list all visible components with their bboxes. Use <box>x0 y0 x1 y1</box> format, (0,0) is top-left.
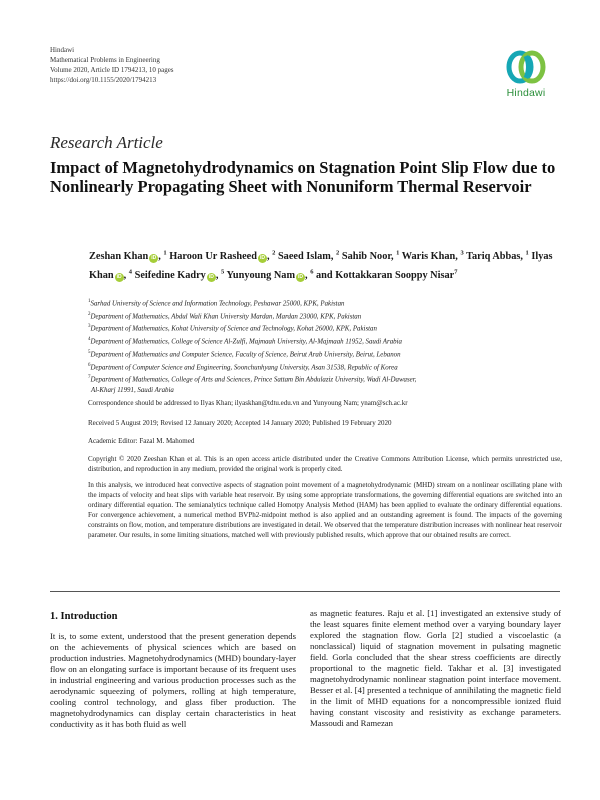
orcid-icon[interactable]: iD <box>298 273 304 280</box>
introduction-heading: 1. Introduction <box>50 611 118 622</box>
author-entry <box>135 270 225 281</box>
author-separator: , <box>330 251 337 263</box>
author-entry <box>342 251 400 262</box>
affiliation-item <box>88 361 563 374</box>
author-separator: , <box>520 251 526 263</box>
author-name: Seifedine Kadry <box>134 269 206 281</box>
section-divider <box>50 591 560 592</box>
author-entry <box>466 251 529 262</box>
author-separator: , <box>266 251 273 263</box>
orcid-icon[interactable]: iD <box>259 255 265 262</box>
affiliation-text: Sarhad University of Science and Information Technology, Peshawar 25000, KPK, Pakistan <box>90 300 345 308</box>
author-separator: , <box>158 251 164 263</box>
affiliation-number: 4 <box>88 337 91 343</box>
author-name: Sahib Noor <box>341 251 391 263</box>
affiliation-item <box>88 322 563 335</box>
affiliation-list <box>88 297 563 396</box>
affiliation-item <box>88 373 563 386</box>
author-entry <box>226 270 313 281</box>
correspondence-line: Correspondence should be addressed to Ilyas Khan; ilyaskhan@tdtu.edu.vn and Yunyoung Nam; ynam@sch.ac.kr <box>88 399 408 407</box>
author-affiliation-number: 2 <box>336 250 340 257</box>
author-affiliation-number: 1 <box>396 250 400 257</box>
copyright-notice: Copyright © 2020 Zeeshan Khan et al. This is an open access article distributed under the Creative Commons Attribution License, which permits unrestricted use, distribution, and reproduction in any medium, provided the original work is properly cited. <box>88 455 562 473</box>
author-affiliation-number: 3 <box>460 250 464 257</box>
affiliation-text: Department of Mathematics and Computer Science, Faculty of Science, Beirut Arab University, Beirut, Lebanon <box>90 351 401 359</box>
journal-name: Mathematical Problems in Engineering <box>50 56 160 64</box>
author-name: Saeed Islam <box>277 251 331 263</box>
academic-editor-line: Academic Editor: Fazal M. Mahomed <box>88 437 195 445</box>
article-type: Research Article <box>50 133 163 152</box>
author-entry <box>278 251 339 262</box>
affiliation-item <box>88 310 563 323</box>
author-name: Zeshan Khan <box>89 251 149 263</box>
author-entry <box>169 251 275 262</box>
orcid-icon[interactable]: iD <box>208 273 214 280</box>
affiliation-text: Department of Mathematics, College of Science Al-Zulfi, Majmaah University, Al-Majmaah 11952, Saudi Arabia <box>90 338 402 346</box>
hindawi-logo <box>496 48 556 99</box>
affiliation-item <box>88 335 563 348</box>
author-name: and Kottakkaran Sooppy Nisar <box>316 269 455 281</box>
orcid-icon[interactable]: iD <box>116 273 122 280</box>
affiliation-number: 6 <box>88 362 91 368</box>
affiliation-7-continued: Al-Kharj 11991, Saudi Arabia <box>91 386 174 394</box>
journal-volume: Volume 2020, Article ID 1794213, 10 pages <box>50 66 174 74</box>
journal-info <box>50 45 174 85</box>
dates-line: Received 5 August 2019; Revised 12 January 2020; Accepted 14 January 2020; Published 19 February 2020 <box>88 419 392 427</box>
author-affiliation-number: 2 <box>272 250 276 257</box>
author-separator: , <box>305 269 311 281</box>
affiliation-number: 5 <box>88 349 91 355</box>
introduction-right-column: as magnetic features. Raju et al. [1] investigated an extensive study of the least squares finite element method over a varying boundary layer explored the stagnation flow. Gorla [2] studied a viscoelastic (a nonclassical) liquid of stagnation movement in pulsating magnetic field. Gorla concluded that the shear stress coefficients are directly proportional to the magnetic field. Takhar et al. [3] investigated magnetohydrodynamic nonlinear stagnation point interface movement. Besser et al. [4] presented a technique of annihilating the magnetic field in the limit of MHD equations for a noncompressible ionized fluid having constant viscosity and resistivity as exchange parameters. Massoudi and Ramezan <box>310 608 561 728</box>
affiliation-item <box>88 297 563 310</box>
paper-title: Impact of Magnetohydrodynamics on Stagnation Point Slip Flow due to Nonlinearly Propagating Sheet with Nonuniform Thermal Reservoir <box>50 158 556 196</box>
affiliation-text: Department of Computer Science and Engineering, Soonchunhyang University, Asan 31538, Republic of Korea <box>90 363 398 371</box>
author-separator: , <box>123 269 129 281</box>
affiliation-number: 3 <box>88 324 91 330</box>
hindawi-logo-icon <box>505 48 547 86</box>
author-affiliation-number: 5 <box>220 268 225 276</box>
author-affiliation-number: 4 <box>128 268 133 276</box>
author-name: Haroon Ur Rasheed <box>169 251 257 263</box>
author-separator: , <box>455 251 461 263</box>
journal-doi-link[interactable]: https://doi.org/10.1155/2020/1794213 <box>50 76 157 84</box>
author-affiliation-number: 1 <box>163 250 167 257</box>
introduction-left-column: It is, to some extent, understood that the present generation depends on the achievements of physical sciences which are based on production industries. Magnetohydrodynamics (MHD) boundary-layer flow on an elongating surface is important because of its frequent uses in industrial engineering and various production processes such as the aerodynamic squeezing of polymers, rolling at high temperature, cooling control technology, and glass fiber production. The magnetohydrodynamics can display certain characteristics in heat conductivity as it has both fluid as well <box>50 631 296 729</box>
author-name: Yunyoung Nam <box>226 269 296 281</box>
author-name: Waris Khan <box>401 251 456 263</box>
author-affiliation-number: 1 <box>525 250 529 257</box>
author-affiliation-number: 7 <box>454 268 458 276</box>
author-list <box>89 246 559 283</box>
author-name: Ilyas Khan <box>89 251 553 281</box>
affiliation-text: Department of Mathematics, College of Arts and Sciences, Prince Sattam Bin Abdulaziz University, Wadi Al-Dawaser, <box>90 376 417 384</box>
affiliation-number: 2 <box>88 311 91 317</box>
author-entry <box>89 251 167 262</box>
affiliation-number: 1 <box>88 299 91 304</box>
author-affiliation-number: 6 <box>310 268 314 276</box>
orcid-icon[interactable]: iD <box>151 255 157 262</box>
author-name: Tariq Abbas <box>466 251 521 263</box>
journal-publisher: Hindawi <box>50 46 75 54</box>
author-entry <box>316 270 457 281</box>
affiliation-text: Department of Mathematics, Abdul Wali Khan University Mardan, Mardan 23000, KPK, Pakistan <box>90 313 362 320</box>
affiliation-number: 7 <box>88 375 91 381</box>
affiliation-item <box>88 348 563 361</box>
author-separator: , <box>390 251 397 263</box>
author-separator: , <box>215 269 221 281</box>
abstract: In this analysis, we introduced heat convective aspects of stagnation point movement of a magnetohydrodynamic (MHD) stream on a nonlinear oscillating plane with the impacts of velocity and heat slips with variable heat reservoir. By using some appropriate transformations, the governing differential equations are switched into an ordinary differential equation. The semianalytics technique called Homotpy Analysis Method (HAM) has been applied to evaluate the ordinary differential equations. For convergence achievement, a numerical method BVPh2-midpoint method is also applied and an outstanding agreement is found. The impacts of the governing constraints on flow, motion, and temperature distributions are investigated in detail. We observed that the temperature distribution increases with nonlinear heat reservoir parameter. Our results, in some limiting situations, matched well with previously published results, which approve that our obtained results are correct. <box>88 481 562 539</box>
author-entry <box>402 251 464 262</box>
affiliation-text: Department of Mathematics, Kohat University of Science and Technology, Kohat 26000, KPK, Pakistan <box>90 325 377 333</box>
hindawi-logo-text: Hindawi <box>506 87 546 99</box>
